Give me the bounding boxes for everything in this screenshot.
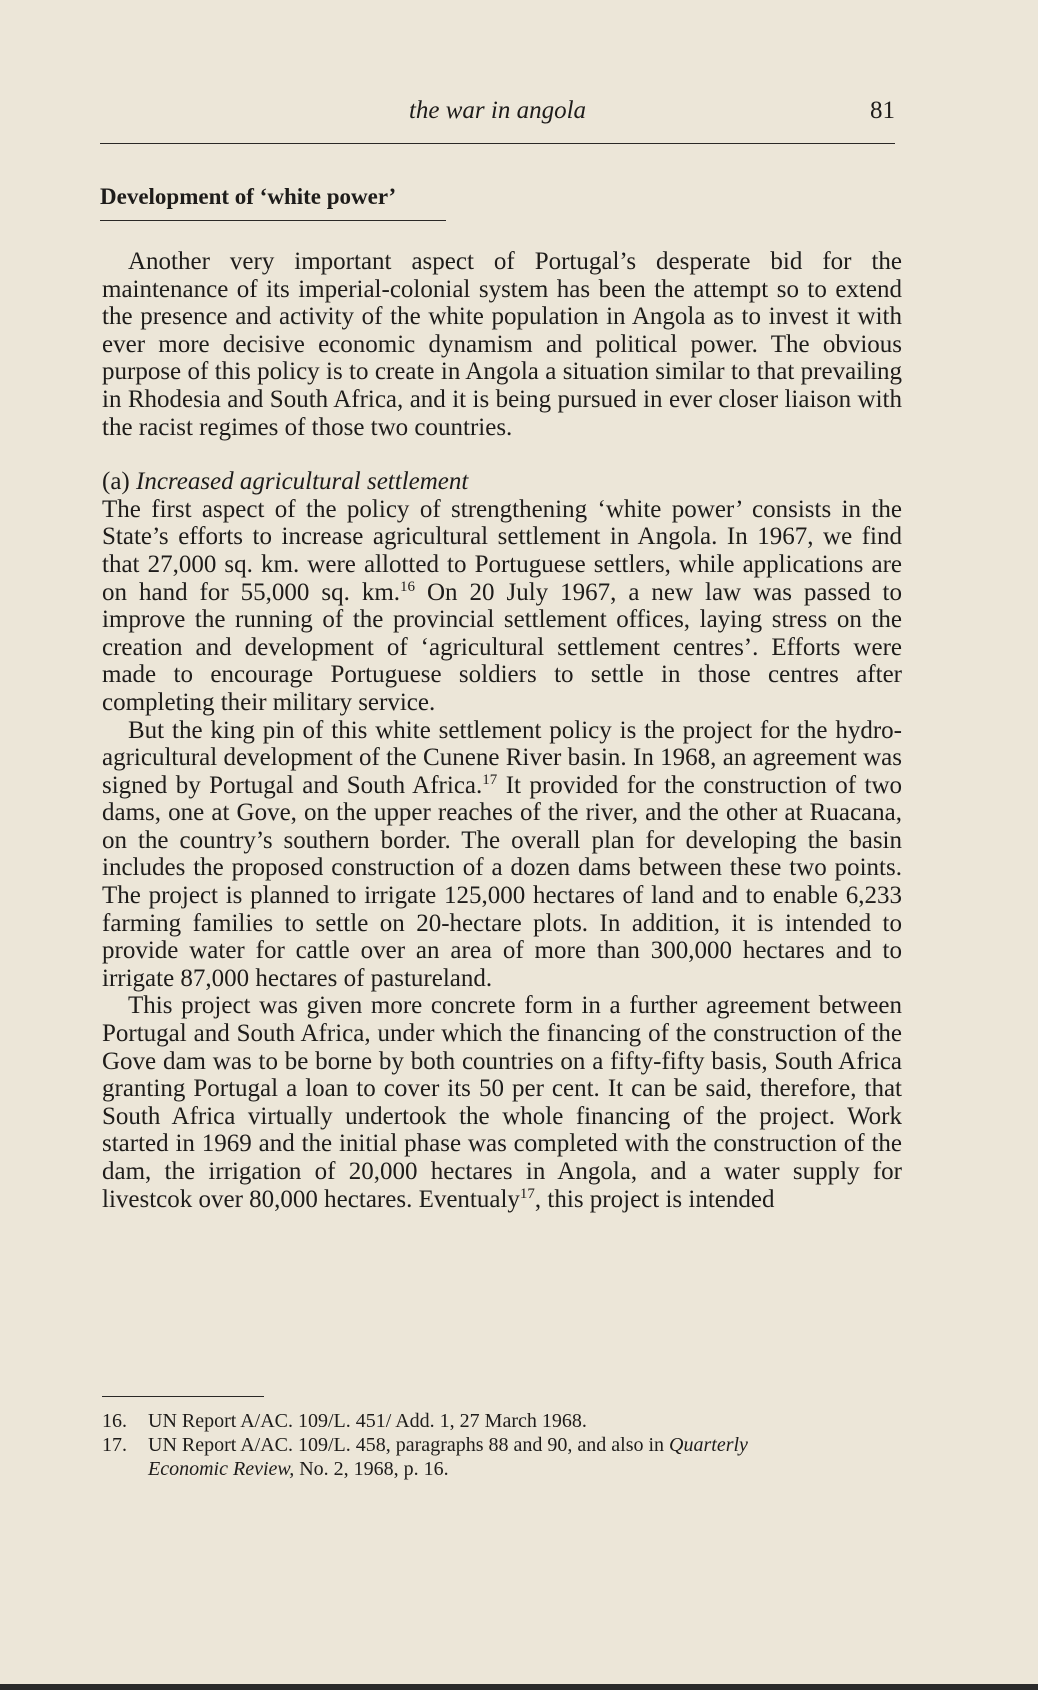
footnote-text-part: No. 2, 1968, p. 16. (294, 1458, 449, 1480)
subsection-title: Increased agricultural settlement (136, 468, 469, 496)
paragraph-text: The first aspect of the policy of strengthening ‘white power’ consists in the State’s efforts to increase agricultural settlement in Angola. In 1967, we find that 27,000 sq. km. were allotted to Portuguese settlers, while applications are on hand for 55,000 sq. km. (102, 495, 902, 606)
paragraph-text: This project was given more concrete form in a further agreement between Portugal and South Africa, under which the financing of the construction of the Gove dam was to be borne by both countries on a fifty-fifty basis, South Africa granting Portugal a loan to cover its 50 per cent. It can be said, therefore, that South Africa virtually undertook the whole financing of the project. Work started in 1969 and the initial phase was completed with the construction of the dam, the irrigation of 20,000 hectares in Angola, and a water supply for livestcok over 80,000 hectares. Eventualy (102, 992, 902, 1213)
running-title: the war in angola (408, 97, 587, 124)
running-head (100, 96, 895, 132)
footnotes (102, 1409, 902, 1481)
footnote-continuation (148, 1457, 902, 1481)
body-text (102, 248, 902, 1213)
footnote-17 (102, 1433, 902, 1481)
paragraph-text: , this project is intended (534, 1185, 775, 1213)
footnote-16 (102, 1409, 902, 1433)
intro-paragraph: Another very important aspect of Portugal’s desperate bid for the maintenance of its imperial-colonial system has been the attempt so to extend the presence and activity of the white population in Angola as to invest it with ever more decisive economic dynamism and political power. The obvious purpose of this policy is to create in Angola a situation similar to that prevailing in Rhodesia and South Africa, and it is being pursued in ever closer liaison with the racist regimes of those two countries. (102, 248, 902, 441)
footnote-number: 17. (102, 1434, 127, 1456)
footnote-ref-16: 16 (400, 578, 416, 595)
paragraph-text: It provided for the construction of two dams, one at Gove, on the upper reaches of the river, and the other at Ruacana, on the country’s southern border. The overall plan for developing the basin includes the proposed construction of a dozen dams between these two points. The project is planned to irrigate 125,000 hectares of land and to enable 6,233 farming families to settle on 20-hectare plots. In addition, it is intended to provide water for cattle over an area of more than 300,000 hectares and to irrigate 87,000 hectares of pastureland. (102, 771, 902, 992)
paragraph-text: On 20 July 1967, a new law was passed to improve the running of the provincial settlement offices, laying stress on the creation and development of ‘agricultural settlement centres’. Efforts were made to encourage Portuguese soldiers to settle in those centres after completing their military service. (102, 578, 902, 716)
section-heading: Development of ‘white power’ (100, 182, 446, 221)
footnote-journal-title-cont: Economic Review, (148, 1458, 295, 1480)
footnote-journal-title: Quarterly (669, 1434, 748, 1456)
footnote-number: 16. (102, 1410, 127, 1432)
header-rule (100, 143, 895, 144)
footnote-text (148, 1433, 902, 1481)
subsection-heading (102, 468, 902, 496)
footnote-ref-17: 17 (482, 771, 498, 788)
paragraph-text: But the king pin of this white settlement policy is the project for the hydro-agricultural development of the Cunene River basin. In 1968, an agreement was signed by Portugal and South Africa. (102, 716, 902, 799)
footnote-text: UN Report A/AC. 109/L. 451/ Add. 1, 27 March 1968. (148, 1410, 587, 1432)
subsection-label: (a) (102, 468, 130, 496)
footnote-ref-17: 17 (519, 1185, 535, 1202)
footnote-rule (102, 1396, 264, 1397)
page-bottom-edge (0, 1684, 1038, 1690)
paragraph-cunene (102, 717, 902, 993)
footnote-text-part: UN Report A/AC. 109/L. 458, paragraphs 88 and 90, and also in (148, 1434, 670, 1456)
page-number: 81 (870, 97, 895, 124)
paragraph-settlement (102, 496, 902, 717)
paragraph-financing (102, 992, 902, 1213)
